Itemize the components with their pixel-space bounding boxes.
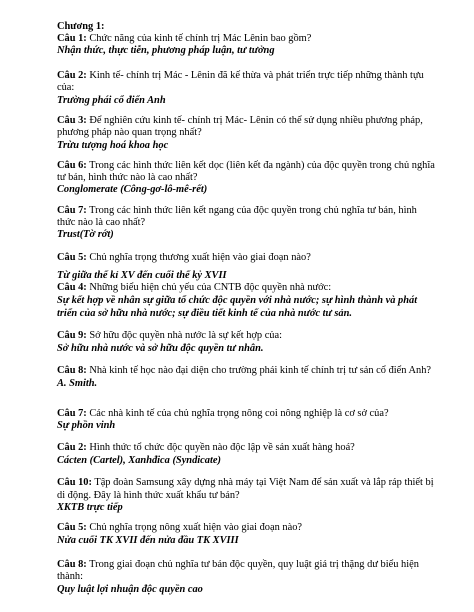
answer-text: Trừu tượng hoá khoa học [57, 140, 169, 151]
question-text [57, 70, 424, 82]
question-text [57, 408, 389, 420]
answer-text: Nửa cuối TK XVII đến nửa đầu TK XVIII [57, 535, 239, 546]
question-label: Câu 8: [57, 365, 87, 376]
question-line: Chức năng của kinh tế chính trị Mác Lênin bao gồm? [86, 33, 312, 44]
question-line: của: [57, 82, 75, 93]
question-line: di động. Đây là hình thức xuất khẩu tư bản? [57, 490, 240, 501]
question-text-continued [57, 490, 240, 502]
question-text-continued [57, 82, 74, 94]
question-line: phương pháp nào quan trọng nhất? [57, 127, 202, 138]
question-label: Câu 2: [57, 70, 87, 81]
question-label: Câu 8: [57, 559, 87, 570]
answer-text: triển của sở hữu nhà nước; sự điều tiết kinh tế của nhà nước tư sản. [57, 308, 352, 319]
question-text [57, 330, 282, 342]
question-text [57, 115, 423, 127]
question-text [57, 559, 419, 571]
answer-text: Sự phồn vinh [57, 420, 116, 431]
question-label: Câu 5: [57, 522, 87, 533]
question-line: Tập đoàn Samsung xây dựng nhà máy tại Việt Nam để sản xuất và lắp ráp thiết bị [91, 477, 434, 488]
question-line: Kinh tế- chính trị Mác - Lênin đã kế thừa và phát triển trực tiếp những thành tựu [86, 70, 424, 81]
question-line: Chủ nghĩa trọng nông xuất hiện vào giai đoạn nào? [86, 522, 303, 533]
answer-text: Nhận thức, thực tiễn, phương pháp luận, tư tưởng [57, 45, 275, 56]
answer-text: Sở hữu nhà nước và sở hữu độc quyền tư nhân. [57, 343, 264, 354]
question-line: Chủ nghĩa trọng thương xuất hiện vào giai đoạn nào? [86, 252, 311, 263]
question-label: Câu 10: [57, 477, 92, 488]
question-line: Nhà kinh tế học nào đại diện cho trường phái kinh tế chính trị tư sản cổ điển Anh? [86, 365, 432, 376]
answer-text: XKTB trực tiếp [57, 502, 123, 513]
question-label: Câu 5: [57, 252, 87, 263]
question-text [57, 160, 435, 172]
chapter-title: Chương 1: [57, 21, 105, 32]
question-label: Câu 6: [57, 160, 87, 171]
question-label: Câu 7: [57, 205, 87, 216]
question-text-continued [57, 217, 145, 229]
answer-text: Conglomerate (Công-gơ-lô-mê-rết) [57, 184, 208, 195]
question-line: Hình thức tổ chức độc quyền nào độc lập về sản xuất hàng hoá? [86, 442, 355, 453]
answer-text: Trường phái cổ điển Anh [57, 95, 166, 106]
question-line: Sở hữu độc quyền nhà nước là sự kết hợp của: [86, 330, 282, 341]
question-label: Câu 3: [57, 115, 87, 126]
question-line: Các nhà kinh tế của chủ nghĩa trọng nông coi nông nghiệp là cơ sở của? [86, 408, 389, 419]
question-text [57, 252, 311, 264]
question-text-continued [57, 571, 83, 583]
question-text [57, 205, 417, 217]
question-text [57, 477, 434, 489]
question-line: Trong giai đoạn chủ nghĩa tư bản độc quyền, quy luật giá trị thặng dư biểu hiện [86, 559, 419, 570]
question-text [57, 365, 431, 377]
question-text [57, 522, 302, 534]
answer-text: Quy luật lợi nhuận độc quyền cao [57, 584, 203, 595]
answer-text: Từ giữa thế kỉ XV đến cuối thế kỷ XVII [57, 270, 227, 281]
question-label: Câu 2: [57, 442, 87, 453]
answer-text: Trust(Tờ rớt) [57, 229, 114, 240]
question-line: Để nghiên cứu kinh tế- chính trị Mác- Lênin có thể sử dụng nhiều phương pháp, [86, 115, 423, 126]
question-line: thức nào là cao nhất? [57, 217, 146, 228]
answer-text: Sự kết hợp về nhân sự giữa tổ chức độc quyền với nhà nước; sự hình thành và phát [57, 295, 418, 306]
question-text-continued [57, 127, 202, 139]
question-line: Những biểu hiện chủ yếu của CNTB độc quyền nhà nước: [86, 282, 332, 293]
answer-text: A. Smith. [57, 378, 98, 389]
question-line: tư bản, hình thức nào là cao nhất? [57, 172, 198, 183]
question-line: thành: [57, 571, 83, 582]
question-label: Câu 4: [57, 282, 87, 293]
question-text [57, 33, 311, 45]
answer-text: Cácten (Cartel), Xanhđica (Syndicate) [57, 455, 221, 466]
question-text-continued [57, 172, 198, 184]
question-text [57, 282, 331, 294]
question-line: Trong các hình thức liên kết ngang của độc quyền trong chủ nghĩa tư bản, hình [86, 205, 417, 216]
question-label: Câu 1: [57, 33, 87, 44]
question-label: Câu 7: [57, 408, 87, 419]
question-line: Trong các hình thức liên kết dọc (liên kết đa ngành) của độc quyền trong chủ nghĩa [86, 160, 435, 171]
question-label: Câu 9: [57, 330, 87, 341]
question-text [57, 442, 355, 454]
